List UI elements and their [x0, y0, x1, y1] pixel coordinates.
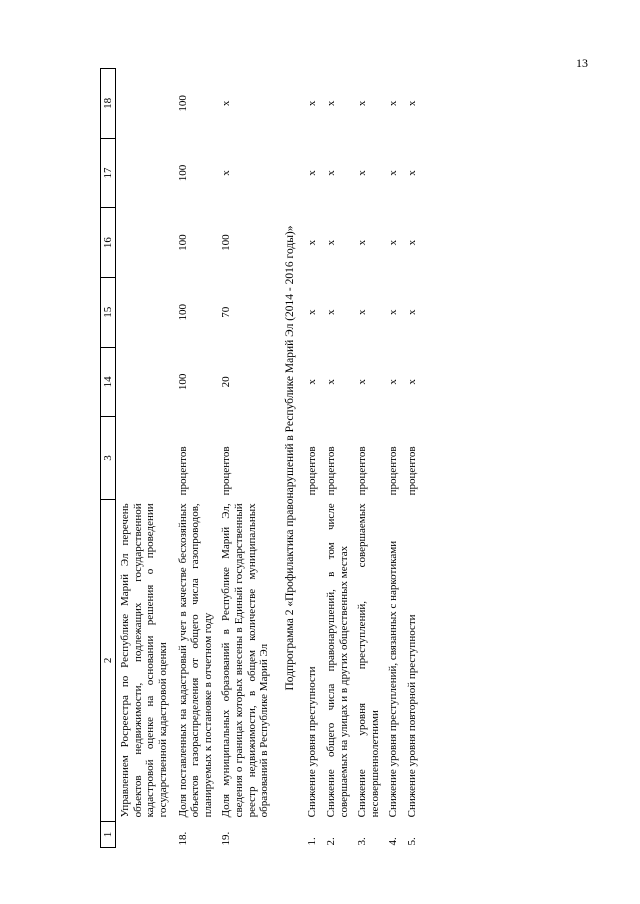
subprogram-title: Подпрограмма 2 «Профилактика правонарушений в Республике Марий Эл (2014 - 2016 годы)» — [284, 225, 297, 691]
indicator-description: Доля поставленных на кадастровый учет в качестве бесхозяйных объектов газораспределения от общего числа газопроводов, планируемых к постановке в отчетном году — [176, 503, 214, 818]
unit-cell: процентов — [220, 446, 233, 496]
value-2015: 100 — [176, 304, 189, 321]
indicator-description: Доля муниципальных образований в Республике Марий Эл, сведения о границах которых внесены в Единый государственный реестр недвижимости, в общем количестве муниципальных образований в Республике Марий Эл — [220, 503, 271, 818]
table-row — [403, 69, 422, 848]
value-2014: x — [324, 379, 337, 385]
row-number — [116, 821, 173, 847]
row-number: 19. — [220, 831, 233, 846]
value-2017: x — [324, 170, 337, 176]
value-2018: 100 — [176, 95, 189, 112]
value-2017: x — [356, 170, 369, 176]
indicator-description: Снижение уровня повторной преступности — [406, 614, 419, 818]
value-2015: 70 — [220, 306, 233, 318]
rotated-table-container — [100, 68, 540, 848]
header-cell: 1 — [101, 821, 116, 847]
value-2017: x — [387, 170, 400, 176]
value-2015: x — [306, 309, 319, 315]
row-number: 4. — [387, 837, 400, 846]
unit-cell: процентов — [406, 446, 419, 496]
table-header-row — [101, 69, 116, 848]
value-2016: x — [324, 239, 337, 246]
value-2016: x — [356, 239, 369, 246]
value-2017 — [116, 138, 173, 208]
table-row — [303, 69, 322, 848]
table-row — [353, 69, 384, 848]
header-cell: 2 — [101, 499, 116, 821]
table-row — [173, 69, 218, 848]
value-2015: x — [406, 309, 419, 315]
row-number: 1. — [306, 837, 319, 846]
value-2014: 100 — [176, 373, 189, 391]
row-number: 5. — [406, 837, 419, 846]
indicator-description: Снижение уровня преступлений, совершаемых несовершеннолетними — [356, 503, 381, 818]
value-2014: x — [406, 379, 419, 385]
subprogram-row — [274, 69, 303, 848]
value-2014 — [116, 347, 173, 417]
value-2018: x — [220, 100, 233, 107]
value-2015 — [116, 277, 173, 347]
value-2018: x — [406, 100, 419, 107]
unit-cell: процентов — [387, 446, 400, 496]
unit-cell: процентов — [324, 446, 337, 496]
unit-cell — [116, 417, 173, 500]
indicator-description: Снижение общего числа правонарушений, в том числе совершаемых на улицах и в других общественных местах — [324, 503, 350, 818]
table-row — [116, 69, 173, 848]
header-cell: 3 — [101, 417, 116, 500]
indicator-description: Снижение уровня преступности — [306, 666, 319, 818]
value-2018: x — [387, 100, 400, 107]
unit-cell: процентов — [306, 446, 319, 496]
unit-cell: процентов — [176, 446, 189, 496]
value-2018: x — [356, 100, 369, 107]
row-number: 2. — [324, 837, 337, 846]
header-cell: 15 — [101, 277, 116, 347]
header-cell: 18 — [101, 69, 116, 139]
unit-cell: процентов — [356, 446, 369, 496]
table-row — [217, 69, 274, 848]
value-2017: 100 — [176, 164, 189, 182]
page-number: 13 — [576, 56, 588, 70]
indicator-description: Снижение уровня преступлений, связанных с наркотиками — [387, 540, 400, 818]
value-2014: 20 — [220, 376, 233, 388]
table-row — [384, 69, 403, 848]
header-cell: 14 — [101, 347, 116, 417]
value-2014: x — [306, 379, 319, 385]
header-cell: 17 — [101, 138, 116, 208]
table-row — [322, 69, 353, 848]
value-2015: x — [324, 309, 337, 315]
value-2015: x — [387, 309, 400, 315]
value-2016: 100 — [220, 234, 233, 251]
value-2018: x — [306, 100, 319, 107]
value-2018: x — [324, 100, 337, 107]
indicators-table — [100, 68, 422, 848]
value-2016: 100 — [176, 234, 189, 251]
row-number: 18. — [176, 831, 189, 846]
value-2017: x — [406, 170, 419, 176]
indicator-description: Управлением Росреестра по Республике Марий Эл перечень объектов недвижимости, подлежащих государственной кадастровой оценке на основании решения о проведении государственной кадастровой оценки — [119, 503, 169, 818]
value-2014: x — [387, 379, 400, 385]
value-2016: x — [387, 239, 400, 246]
header-cell: 16 — [101, 208, 116, 278]
value-2017: x — [306, 170, 319, 176]
value-2017: x — [220, 170, 233, 176]
value-2016: x — [306, 239, 319, 246]
value-2016: x — [406, 239, 419, 246]
value-2015: x — [356, 309, 369, 315]
value-2016 — [116, 208, 173, 278]
row-number: 3. — [356, 837, 369, 846]
value-2014: x — [356, 379, 369, 385]
value-2018 — [116, 69, 173, 139]
